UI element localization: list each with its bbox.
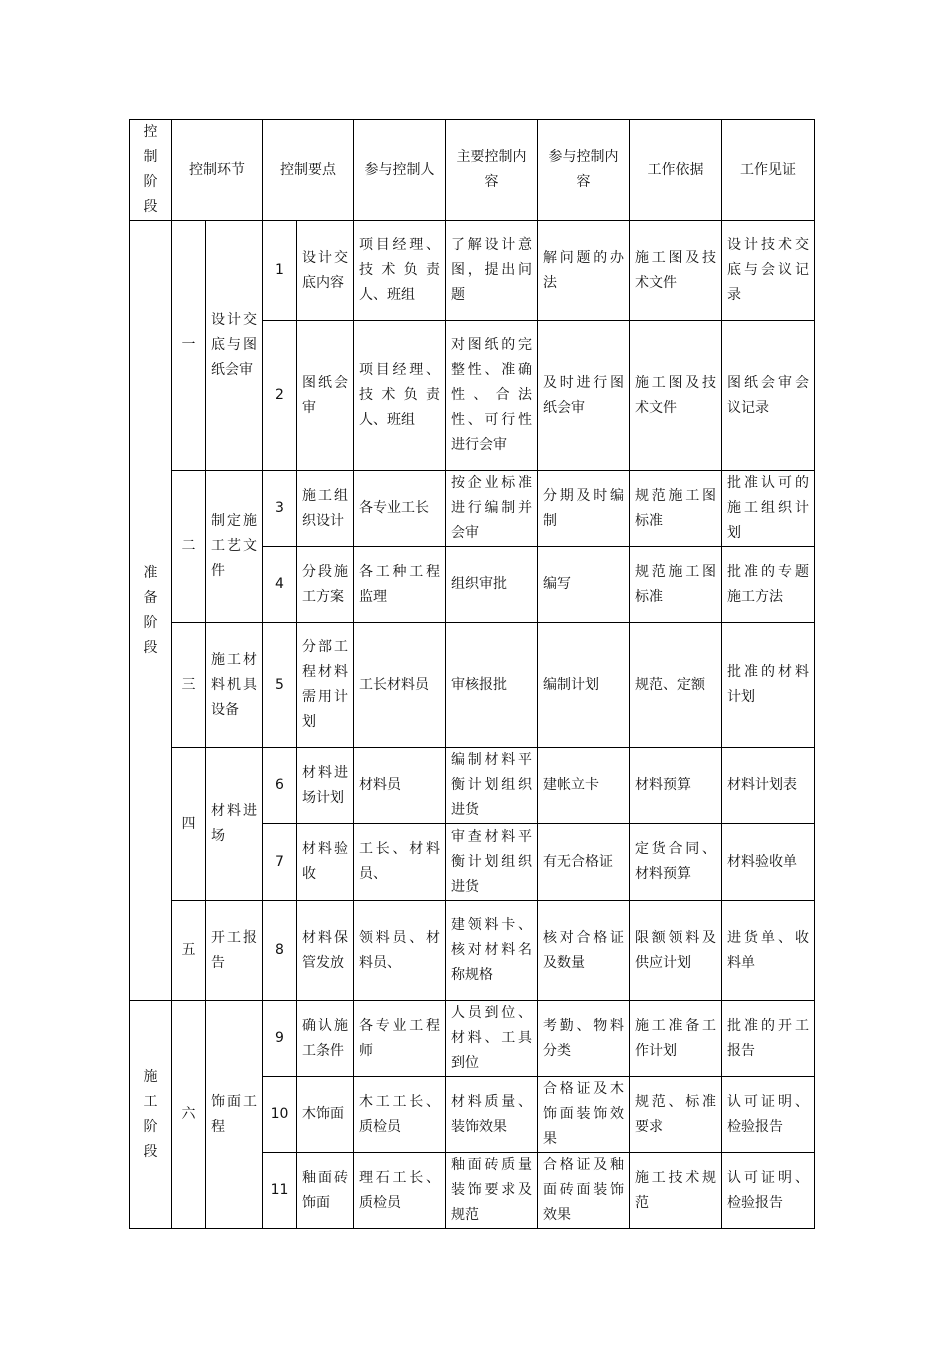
main-content-cell: 组织审批 — [446, 547, 538, 623]
point-name: 材料验收 — [297, 824, 354, 901]
header-basis: 工作依据 — [630, 120, 722, 221]
basis-cell: 施工技术规范 — [630, 1153, 722, 1229]
link-number: 三 — [172, 623, 206, 748]
main-content-cell: 审核报批 — [446, 623, 538, 748]
point-number: 1 — [263, 221, 297, 321]
table-row — [130, 901, 815, 1001]
evidence-cell: 认可证明、检验报告 — [722, 1077, 815, 1153]
basis-cell: 施工准备工作计划 — [630, 1001, 722, 1077]
header-main-content: 主要控制内容 — [446, 120, 538, 221]
link-name: 制定施工艺文件 — [206, 471, 263, 623]
point-name: 材料进场计划 — [297, 748, 354, 824]
stage-cell-construction: 施工阶段 — [130, 1001, 172, 1229]
point-number: 4 — [263, 547, 297, 623]
participate-content-cell: 有无合格证 — [538, 824, 630, 901]
header-stage: 控制阶段 — [130, 120, 172, 221]
control-table — [129, 119, 815, 1229]
table-row — [130, 623, 815, 748]
header-participant: 参与控制人 — [354, 120, 446, 221]
table-row — [130, 748, 815, 824]
link-name: 施工材料机具设备 — [206, 623, 263, 748]
point-number: 6 — [263, 748, 297, 824]
point-number: 3 — [263, 471, 297, 547]
evidence-cell: 进货单、收料单 — [722, 901, 815, 1001]
evidence-cell: 设计技术交底与会议记录 — [722, 221, 815, 321]
link-name: 饰面工程 — [206, 1001, 263, 1229]
point-name: 图纸会审 — [297, 321, 354, 471]
point-number: 11 — [263, 1153, 297, 1229]
participant-cell: 各专业工程师 — [354, 1001, 446, 1077]
participant-cell: 工长材料员 — [354, 623, 446, 748]
point-number: 10 — [263, 1077, 297, 1153]
link-name: 设计交底与图纸会审 — [206, 221, 263, 471]
basis-cell: 施工图及技术文件 — [630, 221, 722, 321]
stage-cell-prep: 准备阶段 — [130, 221, 172, 1001]
basis-cell: 规范施工图标准 — [630, 471, 722, 547]
main-content-cell: 建领料卡、核对材料名称规格 — [446, 901, 538, 1001]
main-content-cell: 对图纸的完整性、准确性、合法性、可行性进行会审 — [446, 321, 538, 471]
participant-cell: 项目经理、技术负责人、班组 — [354, 221, 446, 321]
evidence-cell: 批准的开工报告 — [722, 1001, 815, 1077]
evidence-cell: 材料验收单 — [722, 824, 815, 901]
main-content-cell: 审查材料平衡计划组织进货 — [446, 824, 538, 901]
point-name: 设计交底内容 — [297, 221, 354, 321]
participant-cell: 领料员、材料员、 — [354, 901, 446, 1001]
participant-cell: 木工工长、质检员 — [354, 1077, 446, 1153]
participate-content-cell: 合格证及釉面砖面装饰效果 — [538, 1153, 630, 1229]
evidence-cell: 批准认可的施工组织计划 — [722, 471, 815, 547]
participate-content-cell: 考勤、物料分类 — [538, 1001, 630, 1077]
point-name: 分段施工方案 — [297, 547, 354, 623]
header-point: 控制要点 — [263, 120, 354, 221]
header-participate-content: 参与控制内容 — [538, 120, 630, 221]
point-number: 2 — [263, 321, 297, 471]
participant-cell: 工长、材料员、 — [354, 824, 446, 901]
link-number: 五 — [172, 901, 206, 1001]
participate-content-cell: 编制计划 — [538, 623, 630, 748]
table-row — [130, 471, 815, 547]
participate-content-cell: 核对合格证及数量 — [538, 901, 630, 1001]
basis-cell: 限额领料及供应计划 — [630, 901, 722, 1001]
header-row — [130, 120, 815, 221]
point-number: 9 — [263, 1001, 297, 1077]
participant-cell: 材料员 — [354, 748, 446, 824]
participate-content-cell: 编写 — [538, 547, 630, 623]
basis-cell: 定货合同、材料预算 — [630, 824, 722, 901]
table-row — [130, 221, 815, 321]
participant-cell: 项目经理、技术负责人、班组 — [354, 321, 446, 471]
link-number: 一 — [172, 221, 206, 471]
header-link: 控制环节 — [172, 120, 263, 221]
point-number: 5 — [263, 623, 297, 748]
point-number: 8 — [263, 901, 297, 1001]
point-name: 施工组织设计 — [297, 471, 354, 547]
point-name: 分部工程材料需用计划 — [297, 623, 354, 748]
main-content-cell: 材料质量、装饰效果 — [446, 1077, 538, 1153]
participate-content-cell: 合格证及木饰面装饰效果 — [538, 1077, 630, 1153]
table-row — [130, 1001, 815, 1077]
participate-content-cell: 分期及时编制 — [538, 471, 630, 547]
point-name: 木饰面 — [297, 1077, 354, 1153]
basis-cell: 施工图及技术文件 — [630, 321, 722, 471]
link-name: 开工报告 — [206, 901, 263, 1001]
main-content-cell: 釉面砖质量装饰要求及规范 — [446, 1153, 538, 1229]
point-name: 釉面砖饰面 — [297, 1153, 354, 1229]
participant-cell: 各工种工程监理 — [354, 547, 446, 623]
main-content-cell: 人员到位、材料、工具到位 — [446, 1001, 538, 1077]
link-number: 二 — [172, 471, 206, 623]
basis-cell: 规范、定额 — [630, 623, 722, 748]
evidence-cell: 认可证明、检验报告 — [722, 1153, 815, 1229]
link-name: 材料进场 — [206, 748, 263, 901]
evidence-cell: 批准的材料计划 — [722, 623, 815, 748]
participate-content-cell: 及时进行图纸会审 — [538, 321, 630, 471]
evidence-cell: 批准的专题施工方法 — [722, 547, 815, 623]
header-evidence: 工作见证 — [722, 120, 815, 221]
link-number: 四 — [172, 748, 206, 901]
basis-cell: 规范施工图标准 — [630, 547, 722, 623]
basis-cell: 规范、标准要求 — [630, 1077, 722, 1153]
point-number: 7 — [263, 824, 297, 901]
link-number: 六 — [172, 1001, 206, 1229]
participate-content-cell: 建帐立卡 — [538, 748, 630, 824]
main-content-cell: 编制材料平衡计划组织进货 — [446, 748, 538, 824]
point-name: 确认施工条件 — [297, 1001, 354, 1077]
basis-cell: 材料预算 — [630, 748, 722, 824]
participant-cell: 各专业工长 — [354, 471, 446, 547]
point-name: 材料保管发放 — [297, 901, 354, 1001]
participant-cell: 理石工长、质检员 — [354, 1153, 446, 1229]
participate-content-cell: 解问题的办法 — [538, 221, 630, 321]
main-content-cell: 了解设计意图，提出问题 — [446, 221, 538, 321]
evidence-cell: 材料计划表 — [722, 748, 815, 824]
evidence-cell: 图纸会审会议记录 — [722, 321, 815, 471]
main-content-cell: 按企业标准进行编制并会审 — [446, 471, 538, 547]
